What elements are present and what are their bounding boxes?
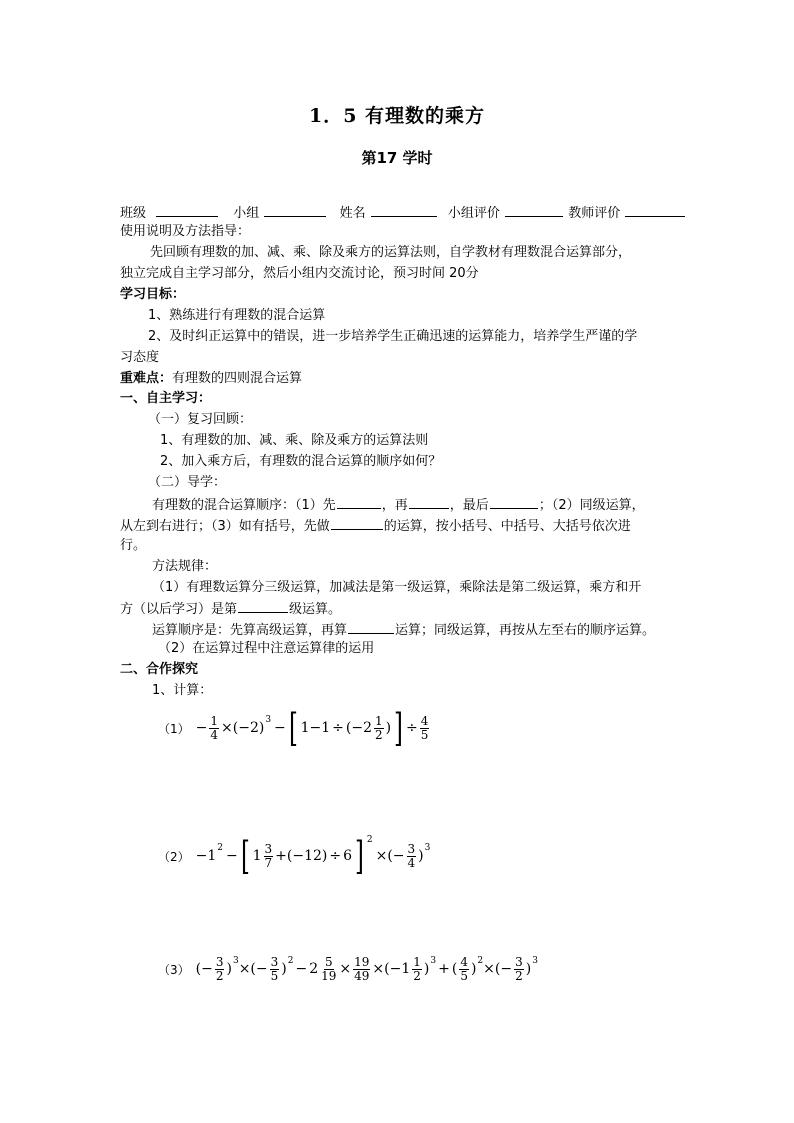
review-heading: （一）复习回顾： [148, 412, 253, 427]
order-text-2: ，再 [381, 498, 408, 513]
fraction [215, 956, 225, 983]
exponent: 2 [366, 835, 373, 845]
math-symbol: ( [387, 848, 393, 864]
math-symbol: × [483, 961, 495, 977]
fraction [514, 956, 524, 983]
teacher-eval-label: 教师评价 [568, 206, 621, 221]
math-symbol: ) [423, 961, 430, 977]
usage-heading: 使用说明及方法指导： [120, 224, 251, 239]
math-symbol: − [500, 961, 513, 977]
math-symbol: − [201, 961, 213, 977]
math-symbol: ÷ [332, 720, 344, 736]
rule1-line-b [120, 599, 341, 619]
problem-2-label: （2） [158, 849, 190, 864]
numerator: 3 [215, 954, 224, 969]
math-symbol: − [226, 848, 238, 864]
goal-1: 1、熟练进行有理数的混合运算 [148, 308, 326, 323]
math-term: 2 [363, 720, 373, 736]
math-symbol: × [221, 720, 233, 736]
denominator: 2 [413, 968, 421, 983]
fraction [353, 956, 370, 983]
math-symbol: − [351, 720, 364, 736]
numerator: 5 [324, 954, 333, 969]
class-blank[interactable] [156, 203, 218, 217]
order-line-a [152, 495, 645, 515]
fraction [420, 715, 430, 742]
math-term: 1−1 [300, 720, 331, 736]
goals-heading: 学习目标： [120, 287, 186, 302]
exponent: 3 [265, 715, 272, 725]
section2-heading: 二、合作探究 [120, 662, 199, 677]
math-symbol: × [372, 961, 385, 977]
numerator: 1 [413, 954, 421, 969]
math-symbol: ( [384, 961, 390, 977]
exponent: 3 [232, 956, 239, 966]
denominator: 4 [407, 855, 416, 870]
denominator: 2 [375, 727, 383, 742]
usage-line1: 先回顾有理数的加、减、乘、除及乘方的运算法则，自学教材有理数混合运算部分， [150, 245, 632, 260]
bracket: [ [240, 834, 250, 878]
goal-2a: 2、及时纠正运算中的错误，进一步培养学生正确迅速的运算能力，培养学生严谨的学 [148, 329, 638, 344]
denominator: 5 [270, 968, 279, 983]
math-term: −1 [389, 961, 411, 977]
math-symbol: − [274, 720, 286, 736]
math-symbol: ÷ [329, 848, 342, 864]
usage-line2: 独立完成自主学习部分，然后小组内交流讨论，预习时间 20分 [120, 266, 479, 281]
order-line-c: 行。 [120, 538, 147, 553]
rule1-text-3: 运算顺序是：先算高级运算，再算 [152, 623, 348, 638]
group-eval-label: 小组评价 [447, 206, 500, 221]
math-symbol: ) [525, 961, 532, 977]
exponent: 3 [424, 843, 431, 853]
fraction [374, 715, 384, 742]
compute-label: 1、计算： [152, 683, 213, 698]
numerator: 3 [515, 954, 523, 969]
math-symbol: − [195, 848, 208, 864]
rule2-line: （2）在运算过程中注意运算律的运用 [158, 641, 375, 656]
math-symbol: ( [345, 720, 352, 736]
guide-heading: （二）导学： [148, 475, 227, 490]
goal-2b: 习态度 [120, 350, 160, 365]
denominator: 5 [420, 727, 429, 742]
numerator: 3 [407, 841, 416, 856]
order-text-6: 的运算，按小括号、中括号、大括号依次进 [383, 519, 631, 534]
order-text-5: 从左到右进行；（3）如有括号，先做 [120, 519, 330, 534]
key-point-text: 有理数的四则混合运算 [172, 371, 303, 386]
group-blank[interactable] [264, 203, 326, 217]
math-symbol: ( [250, 961, 256, 977]
group-eval-blank[interactable] [505, 203, 563, 217]
rule1-line-a: （1）有理数运算分三级运算，加减法是第一级运算，乘除法是第二级运算，乘方和开 [152, 580, 642, 595]
page-title: 1．5 有理数的乘方 [308, 105, 486, 127]
class-label: 班级 [120, 206, 147, 221]
math-term: 6 [343, 848, 353, 864]
numerator: 3 [270, 954, 279, 969]
math-term: (−2) [232, 720, 265, 736]
math-symbol: + [438, 961, 450, 977]
order-blank-4[interactable] [331, 516, 383, 530]
math-symbol: ) [226, 961, 232, 977]
fraction [270, 956, 280, 983]
math-term: 2 [309, 961, 319, 977]
order-blank-1[interactable] [337, 495, 381, 509]
math-symbol: ( [451, 961, 458, 977]
problem-3 [158, 948, 538, 990]
rule1-line-c [152, 620, 655, 640]
fraction [412, 956, 422, 983]
key-point [120, 370, 302, 388]
numerator: 1 [375, 713, 383, 728]
rule1-text-2: 级运算。 [289, 602, 342, 617]
order-text-3: ，最后 [449, 498, 489, 513]
denominator: 7 [264, 855, 273, 870]
math-symbol: ( [494, 961, 501, 977]
math-symbol: ÷ [405, 720, 418, 736]
math-symbol: × [238, 961, 251, 977]
math-symbol: ) [470, 961, 477, 977]
fraction [459, 956, 469, 983]
bracket: ] [394, 706, 403, 750]
problem-3-label: （3） [158, 962, 190, 977]
denominator: 2 [215, 968, 224, 983]
exponent: 2 [287, 956, 294, 966]
denominator: 19 [321, 968, 337, 983]
denominator: 2 [515, 968, 523, 983]
method-heading: 方法规律： [152, 559, 218, 574]
denominator: 4 [210, 727, 219, 742]
exponent: 3 [532, 956, 538, 966]
numerator: 1 [210, 713, 219, 728]
numerator: 19 [354, 954, 370, 969]
math-term: (−12) [286, 848, 328, 864]
review-q2: 2、加入乘方后，有理数的混合运算的顺序如何？ [160, 454, 442, 469]
math-term: 1 [207, 848, 217, 864]
math-symbol: × [375, 848, 388, 864]
order-blank-2[interactable] [409, 495, 449, 509]
fraction [264, 843, 274, 870]
math-symbol: − [295, 961, 308, 977]
numerator: 3 [264, 841, 273, 856]
denominator: 49 [354, 968, 370, 983]
info-line [120, 203, 686, 223]
math-symbol: − [195, 720, 208, 736]
math-symbol: ) [418, 848, 424, 864]
rule1-text-4: 运算；同级运算，再按从左至右的顺序运算。 [395, 623, 656, 638]
bracket: [ [288, 706, 298, 750]
problem-2 [158, 832, 430, 880]
rule1-blank-2[interactable] [348, 620, 394, 634]
bracket: ] [354, 834, 364, 878]
exponent: 2 [477, 956, 484, 966]
math-symbol: ) [281, 961, 287, 977]
fraction [209, 715, 219, 742]
numerator: 4 [460, 954, 468, 969]
problem-1 [158, 705, 431, 751]
problem-1-label: （1） [158, 721, 190, 736]
name-blank[interactable] [371, 203, 437, 217]
fraction [407, 843, 417, 870]
math-symbol: ( [195, 961, 202, 977]
section1-heading: 一、自主学习： [120, 391, 212, 406]
group-label: 小组 [233, 206, 260, 221]
rule1-blank-1[interactable] [238, 599, 288, 613]
math-symbol: + [275, 848, 287, 864]
math-symbol: − [255, 961, 268, 977]
review-q1: 1、有理数的加、减、乘、除及乘方的运算法则 [160, 433, 429, 448]
denominator: 5 [460, 968, 468, 983]
math-symbol: ) [385, 720, 392, 736]
page-subtitle: 第17 学时 [361, 149, 433, 167]
rule1-text-1: 方（以后学习）是第 [120, 602, 238, 617]
math-symbol: × [339, 961, 352, 977]
name-label: 姓名 [339, 206, 366, 221]
math-symbol: − [392, 848, 405, 864]
numerator: 4 [420, 713, 429, 728]
teacher-eval-blank[interactable] [625, 203, 685, 217]
exponent: 2 [217, 843, 224, 853]
exponent: 3 [430, 956, 437, 966]
key-point-label: 重难点： [120, 371, 173, 386]
order-text-4: ；（2）同级运算， [538, 498, 645, 513]
order-blank-3[interactable] [490, 495, 538, 509]
order-line-b [120, 516, 631, 536]
fraction [320, 956, 337, 983]
math-term: 1 [252, 848, 262, 864]
order-text-1: 有理数的混合运算顺序：（1）先 [152, 498, 336, 513]
